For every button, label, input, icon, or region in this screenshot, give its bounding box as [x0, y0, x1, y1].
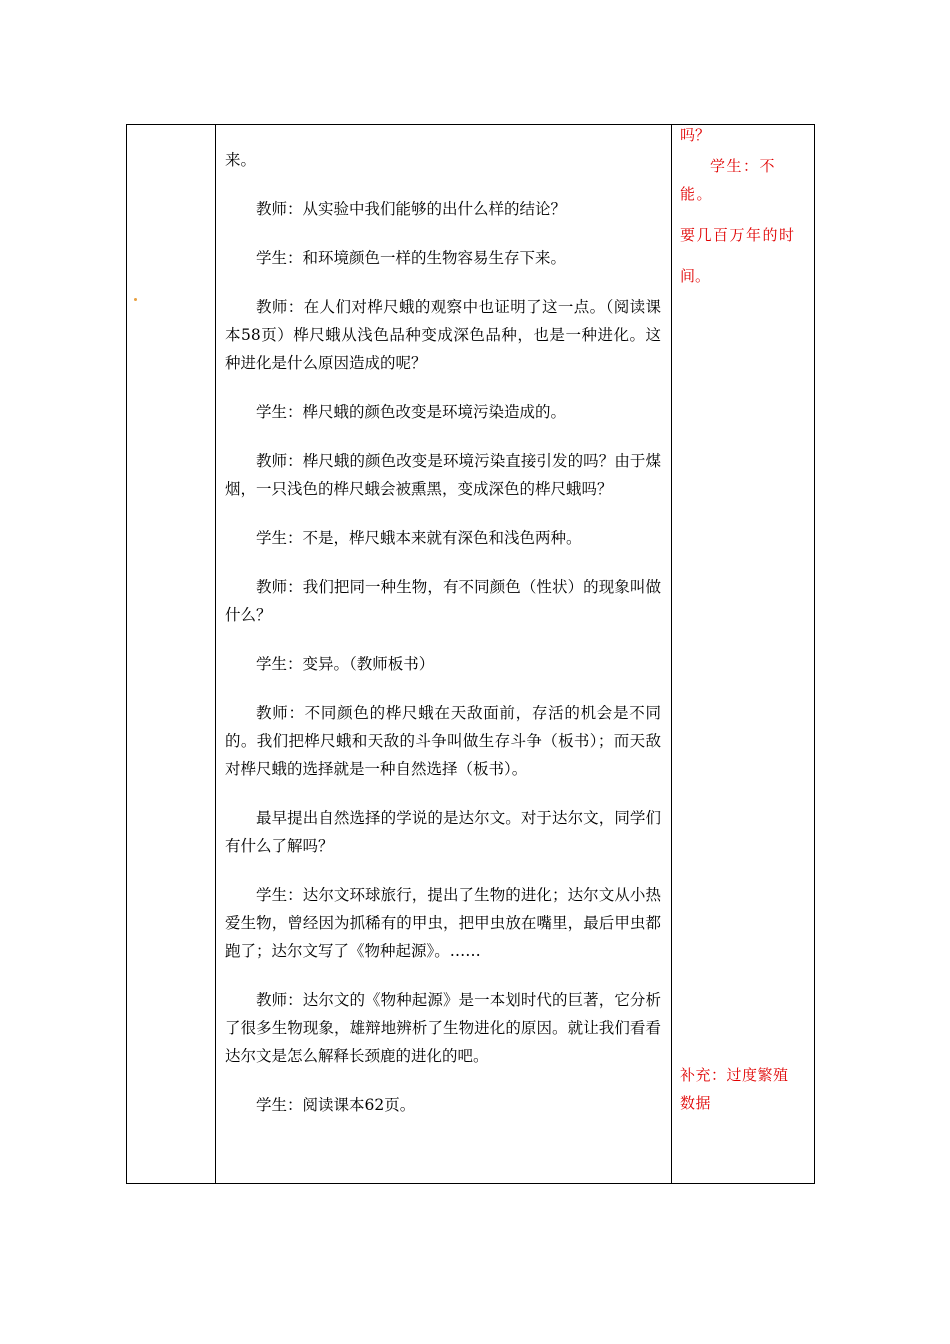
- paragraph: 来。: [225, 151, 257, 169]
- paragraph: 教师：达尔文的《物种起源》是一本划时代的巨著，它分析了很多生物现象，雄辩地辨析了生物进化的原因。就让我们看看达尔文是怎么解释长颈鹿的进化的吧。: [225, 991, 661, 1065]
- paragraph: 教师：从实验中我们能够的出什么样的结论？: [256, 200, 567, 218]
- paragraph: 学生：变异。（教师板书）: [256, 655, 435, 673]
- column-divider-right: [671, 125, 672, 1183]
- stray-mark: [134, 298, 137, 301]
- annotation-line: 数据: [680, 1094, 712, 1112]
- annotation-line: 补充：过度繁殖: [680, 1066, 789, 1084]
- column-divider-left: [215, 125, 216, 1183]
- paragraph: 教师：桦尺蛾的颜色改变是环境污染直接引发的吗？由于煤烟，一只浅色的桦尺蛾会被熏黑，变成深色的桦尺蛾吗？: [225, 452, 661, 498]
- annotation-top: [680, 121, 808, 290]
- paragraph: 最早提出自然选择的学说的是达尔文。对于达尔文，同学们有什么了解吗？: [225, 809, 661, 855]
- annotation-line: 间。: [680, 267, 711, 285]
- annotation-line: 学生：不能。: [680, 157, 777, 203]
- paragraph: 教师：在人们对桦尺蛾的观察中也证明了这一点。（阅读课本58页）桦尺蛾从浅色品种变成深色品种，也是一种进化。这种进化是什么原因造成的呢？: [225, 298, 661, 372]
- paragraph: 教师：我们把同一种生物，有不同颜色（性状）的现象叫做什么？: [225, 578, 661, 624]
- annotation-column: [680, 125, 808, 1112]
- main-content-column: [225, 146, 661, 1140]
- paragraph: 学生：阅读课本62页。: [256, 1096, 416, 1114]
- paragraph: 学生：和环境颜色一样的生物容易生存下来。: [256, 249, 567, 267]
- paragraph: 学生：桦尺蛾的颜色改变是环境污染造成的。: [256, 403, 567, 421]
- paragraph: 学生：不是，桦尺蛾本来就有深色和浅色两种。: [256, 529, 582, 547]
- paragraph: 教师：不同颜色的桦尺蛾在天敌面前，存活的机会是不同的。我们把桦尺蛾和天敌的斗争叫做生存斗争（板书）；而天敌对桦尺蛾的选择就是一种自然选择（板书）。: [225, 704, 661, 778]
- annotation-line: 要几百万年的时: [680, 226, 796, 244]
- lesson-table: [126, 124, 815, 1184]
- annotation-line: 吗？: [680, 126, 711, 144]
- paragraph: 学生：达尔文环球旅行，提出了生物的进化；达尔文从小热爱生物，曾经因为抓稀有的甲虫，把甲虫放在嘴里，最后甲虫都跑了；达尔文写了《物种起源》。……: [225, 886, 661, 960]
- annotation-bottom: [680, 1061, 808, 1117]
